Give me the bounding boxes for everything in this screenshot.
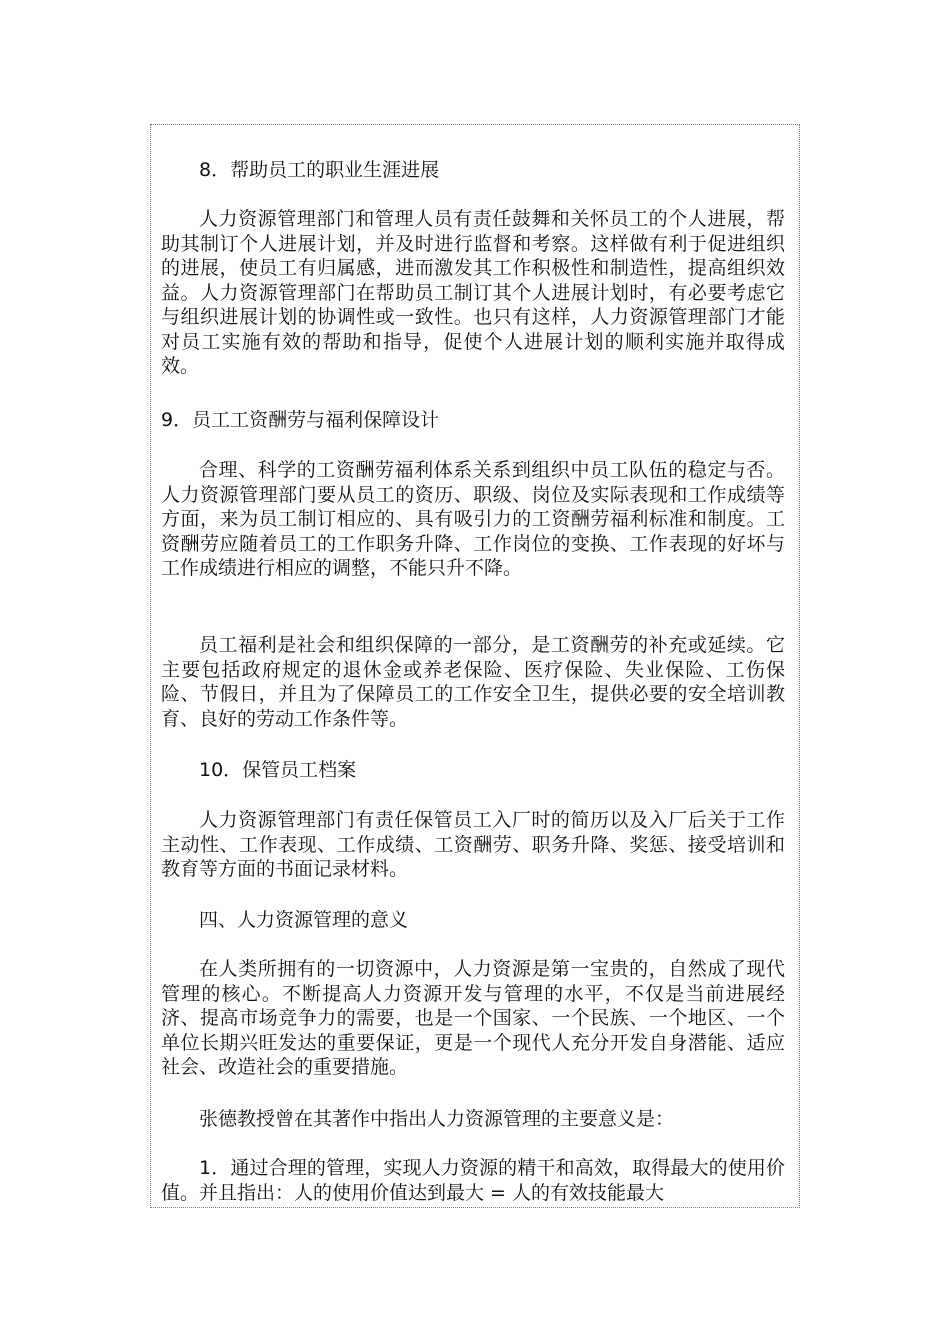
document-page bbox=[150, 124, 800, 1208]
section-heading-10: 10．保管员工档案 bbox=[199, 759, 357, 781]
body-paragraph: 合理、科学的工资酬劳福利体系关系到组织中员工队伍的稳定与否。人力资源管理部门要从员工的资历、职级、岗位及实际表现和工作成绩等方面，来为员工制订相应的、具有吸引力的工资酬劳福利标准和制度。工资酬劳应随着员工的工作职务升降、工作岗位的变换、工作表现的好坏与工作成绩进行相应的调整，不能只升不降。 bbox=[161, 459, 785, 579]
body-paragraph: 人力资源管理部门有责任保管员工入厂时的简历以及入厂后关于工作主动性、工作表现、工作成绩、工资酬劳、职务升降、奖惩、接受培训和教育等方面的书面记录材料。 bbox=[161, 809, 785, 880]
section-heading-8: 8．帮助员工的职业生涯进展 bbox=[199, 159, 440, 181]
body-paragraph: 员工福利是社会和组织保障的一部分，是工资酬劳的补充或延续。它主要包括政府规定的退休金或养老保险、医疗保险、失业保险、工伤保险、节假日，并且为了保障员工的工作安全卫生，提供必要的安全培训教育、良好的劳动工作条件等。 bbox=[161, 634, 785, 730]
numbered-point: 1．通过合理的管理，实现人力资源的精干和高效，取得最大的使用价值。并且指出：人的使用价值达到最大 = 人的有效技能最大 bbox=[161, 1157, 785, 1204]
body-paragraph: 张德教授曾在其著作中指出人力资源管理的主要意义是： bbox=[199, 1108, 675, 1130]
body-paragraph: 在人类所拥有的一切资源中，人力资源是第一宝贵的，自然成了现代管理的核心。不断提高人力资源开发与管理的水平，不仅是当前进展经济、提高市场竞争力的需要，也是一个国家、一个民族、一个地区、一个单位长期兴旺发达的重要保证，更是一个现代人充分开发自身潜能、适应社会、改造社会的重要措施。 bbox=[161, 958, 785, 1078]
body-paragraph: 人力资源管理部门和管理人员有责任鼓舞和关怀员工的个人进展，帮助其制订个人进展计划，并及时进行监督和考察。这样做有利于促进组织的进展，使员工有归属感，进而激发其工作积极性和制造性，提高组织效益。人力资源管理部门在帮助员工制订其个人进展计划时，有必要考虑它与组织进展计划的协调性或一致性。也只有这样，人力资源管理部门才能对员工实施有效的帮助和指导，促使个人进展计划的顺利实施并取得成效。 bbox=[161, 208, 785, 377]
section-heading-4: 四、人力资源管理的意义 bbox=[199, 909, 409, 931]
section-heading-9: 9．员工工资酬劳与福利保障设计 bbox=[161, 409, 440, 431]
